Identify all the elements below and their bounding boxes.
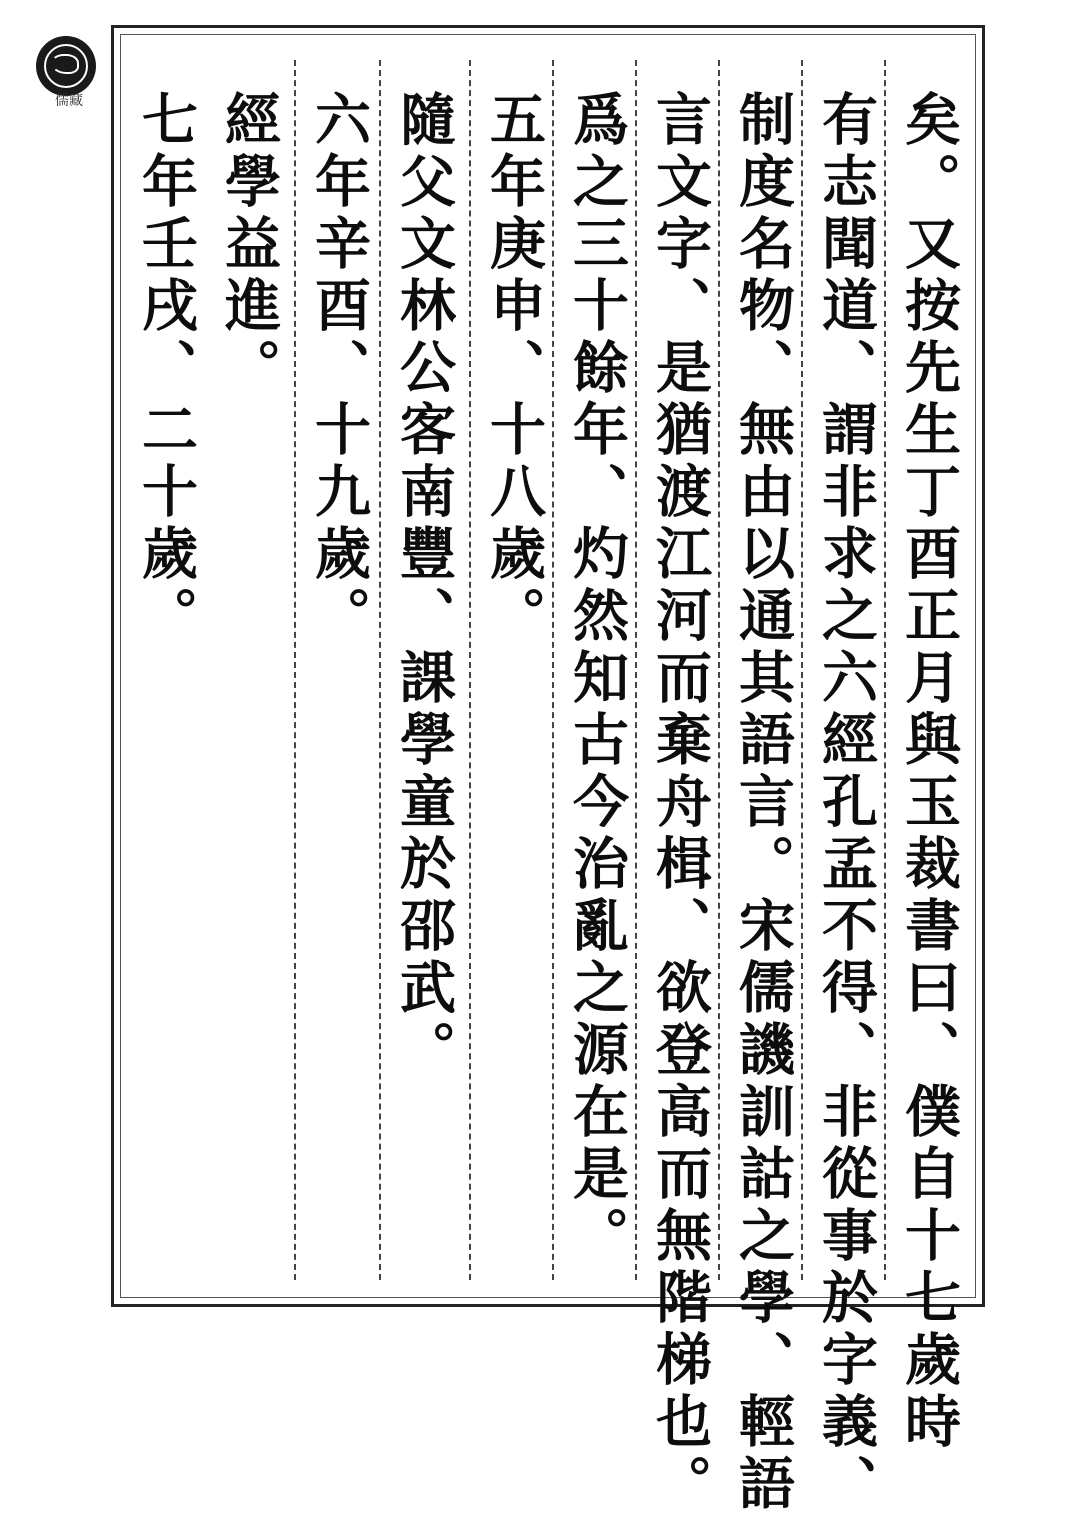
column-rule xyxy=(379,60,381,1280)
column-rule xyxy=(469,60,471,1280)
page-frame xyxy=(111,25,985,1516)
text-column-1: 矣。又按先生丁酉正月與玉裁書曰、僕自十七歲時 xyxy=(896,90,962,1454)
left-margin xyxy=(0,0,110,1343)
text-column-5: 爲之三十餘年、灼然知古今治亂之源在是。 xyxy=(564,90,630,1268)
collection-label: 儒藏 xyxy=(55,93,83,109)
text-column-2: 有志聞道、謂非求之六經孔孟不得、非從事於字義、 xyxy=(813,90,879,1516)
text-column-7: 隨父文林公客南豐、課學童於邵武。 xyxy=(391,90,457,1082)
column-rule xyxy=(552,60,554,1280)
text-column-4: 言文字、是猶渡江河而棄舟楫、欲登高而無階梯也。 xyxy=(647,90,713,1516)
column-rule xyxy=(884,60,886,1280)
text-column-9: 經學益進。 xyxy=(216,90,282,400)
column-rule xyxy=(294,60,296,1280)
seal-swirl-icon xyxy=(51,54,79,74)
text-column-10: 七年壬戌、二十歲。 xyxy=(133,90,199,648)
text-column-8: 六年辛酉、十九歲。 xyxy=(306,90,372,648)
text-column-6: 五年庚申、十八歲。 xyxy=(481,90,547,648)
text-column-3: 制度名物、無由以通其語言。宋儒譏訓詁之學、輕語 xyxy=(730,90,796,1516)
column-rule xyxy=(635,60,637,1280)
column-rule xyxy=(801,60,803,1280)
column-rule xyxy=(718,60,720,1280)
library-seal-logo xyxy=(36,36,96,96)
